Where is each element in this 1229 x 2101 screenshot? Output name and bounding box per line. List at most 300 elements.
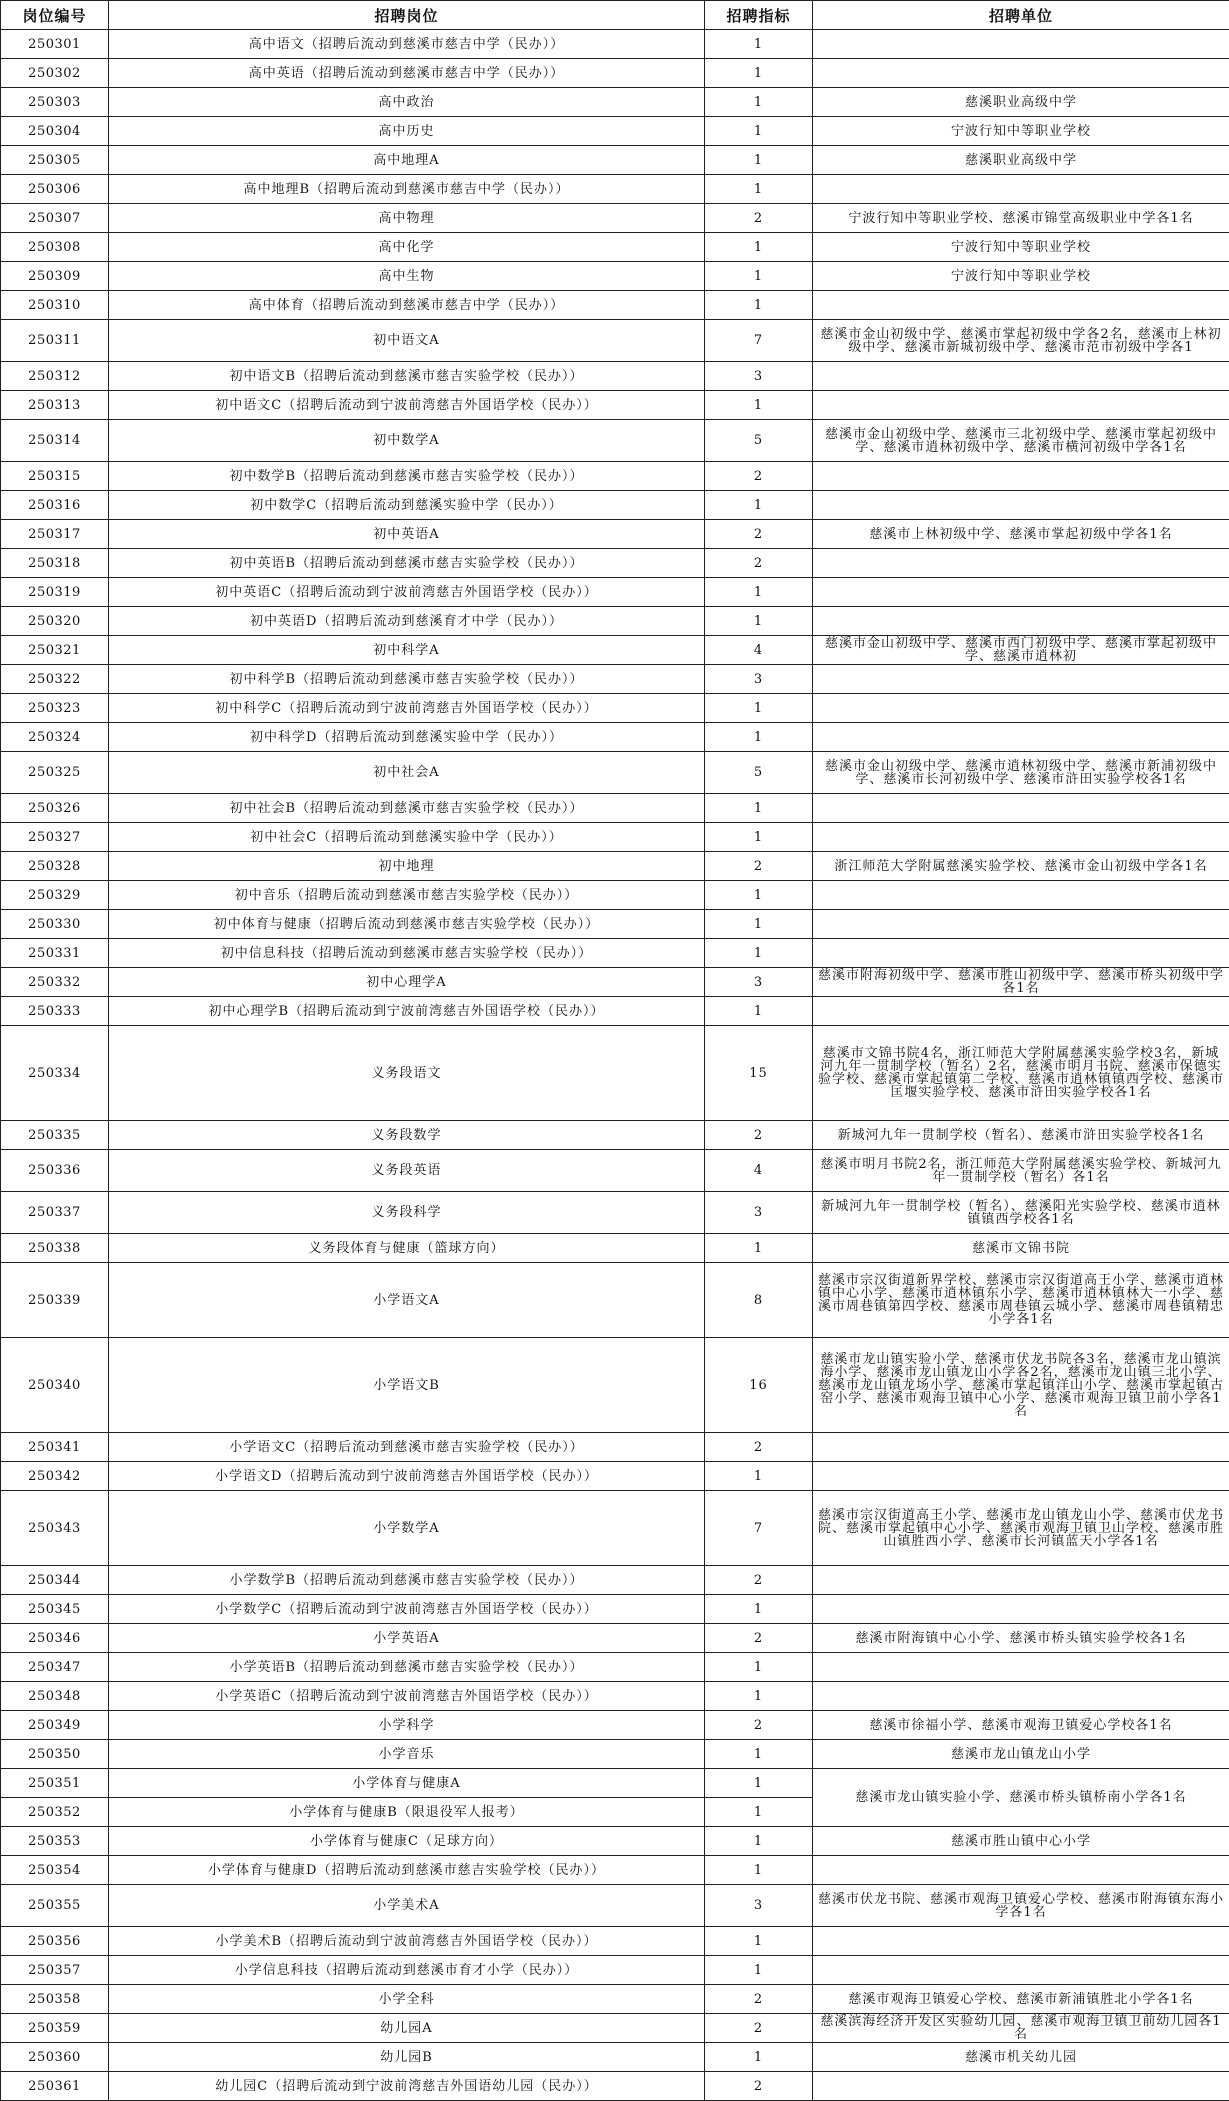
unit-cell <box>813 1433 1229 1462</box>
position-cell: 初中体育与健康（招聘后流动到慈溪市慈吉实验学校（民办）） <box>109 910 705 939</box>
quota-cell: 2 <box>705 1566 813 1595</box>
position-cell: 小学数学A <box>109 1491 705 1566</box>
table-row <box>1 1192 1229 1234</box>
position-code-cell: 250314 <box>1 420 109 462</box>
position-cell: 初中英语D（招聘后流动到慈溪育才中学（民办）） <box>109 607 705 636</box>
quota-cell: 1 <box>705 1462 813 1491</box>
unit-cell <box>813 1856 1229 1885</box>
position-code-cell: 250354 <box>1 1856 109 1885</box>
position-cell: 小学美术A <box>109 1885 705 1927</box>
position-cell: 高中政治 <box>109 88 705 117</box>
position-cell: 小学语文C（招聘后流动到慈溪市慈吉实验学校（民办）） <box>109 1433 705 1462</box>
position-cell: 初中科学D（招聘后流动到慈溪实验中学（民办）） <box>109 723 705 752</box>
position-code-cell: 250340 <box>1 1338 109 1433</box>
position-code-cell: 250313 <box>1 391 109 420</box>
position-code-cell: 250349 <box>1 1711 109 1740</box>
position-code-cell: 250327 <box>1 823 109 852</box>
position-cell: 初中英语B（招聘后流动到慈溪市慈吉实验学校（民办）） <box>109 549 705 578</box>
position-code-cell: 250339 <box>1 1263 109 1338</box>
unit-cell: 新城河九年一贯制学校（暂名）、慈溪阳光实验学校、慈溪市逍林镇镇西学校各1名 <box>813 1192 1229 1234</box>
header-unit: 招聘单位 <box>813 1 1229 30</box>
quota-cell: 1 <box>705 1856 813 1885</box>
quota-cell: 1 <box>705 2043 813 2072</box>
table-row <box>1 1927 1229 1956</box>
table-row <box>1 117 1229 146</box>
quota-cell: 1 <box>705 30 813 59</box>
table-row <box>1 520 1229 549</box>
unit-cell: 慈溪市观海卫镇爱心学校、慈溪市新浦镇胜北小学各1名 <box>813 1985 1229 2014</box>
table-row <box>1 59 1229 88</box>
table-row <box>1 1740 1229 1769</box>
position-cell: 小学音乐 <box>109 1740 705 1769</box>
position-cell: 幼儿园C（招聘后流动到宁波前湾慈吉外国语幼儿园（民办）） <box>109 2072 705 2101</box>
position-cell: 义务段英语 <box>109 1150 705 1192</box>
position-cell: 小学体育与健康A <box>109 1769 705 1798</box>
unit-cell: 慈溪滨海经济开发区实验幼儿园、慈溪市观海卫镇卫前幼儿园各1名 <box>813 2014 1229 2043</box>
position-code-cell: 250358 <box>1 1985 109 2014</box>
position-cell: 小学美术B（招聘后流动到宁波前湾慈吉外国语学校（民办）） <box>109 1927 705 1956</box>
position-cell: 高中体育（招聘后流动到慈溪市慈吉中学（民办）） <box>109 291 705 320</box>
table-row <box>1 146 1229 175</box>
position-cell: 小学体育与健康B（限退役军人报考） <box>109 1798 705 1827</box>
position-cell: 初中信息科技（招聘后流动到慈溪市慈吉实验学校（民办）） <box>109 939 705 968</box>
unit-cell <box>813 462 1229 491</box>
quota-cell: 2 <box>705 204 813 233</box>
table-row <box>1 2072 1229 2101</box>
position-code-cell: 250316 <box>1 491 109 520</box>
table-row <box>1 723 1229 752</box>
position-code-cell: 250304 <box>1 117 109 146</box>
position-cell: 幼儿园B <box>109 2043 705 2072</box>
table-row <box>1 1462 1229 1491</box>
unit-cell: 慈溪市胜山镇中心小学 <box>813 1827 1229 1856</box>
position-code-cell: 250343 <box>1 1491 109 1566</box>
position-cell: 高中历史 <box>109 117 705 146</box>
position-code-cell: 250320 <box>1 607 109 636</box>
position-code-cell: 250333 <box>1 997 109 1026</box>
quota-cell: 1 <box>705 491 813 520</box>
position-cell: 高中化学 <box>109 233 705 262</box>
unit-cell: 慈溪市附海初级中学、慈溪市胜山初级中学、慈溪市桥头初级中学各1名 <box>813 968 1229 997</box>
position-cell: 小学英语A <box>109 1624 705 1653</box>
position-code-cell: 250337 <box>1 1192 109 1234</box>
table-row <box>1 852 1229 881</box>
unit-cell <box>813 491 1229 520</box>
position-cell: 小学数学B（招聘后流动到慈溪市慈吉实验学校（民办）） <box>109 1566 705 1595</box>
position-cell: 高中英语（招聘后流动到慈溪市慈吉中学（民办）） <box>109 59 705 88</box>
unit-cell <box>813 1595 1229 1624</box>
position-cell: 高中地理A <box>109 146 705 175</box>
quota-cell: 2 <box>705 1433 813 1462</box>
unit-cell <box>813 794 1229 823</box>
position-cell: 小学数学C（招聘后流动到宁波前湾慈吉外国语学校（民办）） <box>109 1595 705 1624</box>
quota-cell: 1 <box>705 88 813 117</box>
quota-cell: 2 <box>705 852 813 881</box>
table-row <box>1 1653 1229 1682</box>
quota-cell: 3 <box>705 968 813 997</box>
unit-cell: 慈溪市宗汉街道新界学校、慈溪市宗汉街道高王小学、慈溪市逍林镇中心小学、慈溪市逍林镇东小学、慈溪市逍林镇林大一小学、慈溪市周巷镇第四学校、慈溪市周巷镇云城小学、慈溪市周巷镇精忠小学各1名 <box>813 1263 1229 1338</box>
quota-cell: 4 <box>705 636 813 665</box>
table-row <box>1 997 1229 1026</box>
table-row <box>1 910 1229 939</box>
position-cell: 高中物理 <box>109 204 705 233</box>
table-row <box>1 1491 1229 1566</box>
quota-cell: 1 <box>705 117 813 146</box>
table-row <box>1 2014 1229 2043</box>
position-cell: 初中社会C（招聘后流动到慈溪实验中学（民办）） <box>109 823 705 852</box>
position-code-cell: 250353 <box>1 1827 109 1856</box>
unit-cell <box>813 59 1229 88</box>
quota-cell: 1 <box>705 262 813 291</box>
header-position-code: 岗位编号 <box>1 1 109 30</box>
unit-cell <box>813 939 1229 968</box>
quota-cell: 3 <box>705 1885 813 1927</box>
quota-cell: 1 <box>705 1682 813 1711</box>
unit-cell: 浙江师范大学附属慈溪实验学校、慈溪市金山初级中学各1名 <box>813 852 1229 881</box>
quota-cell: 1 <box>705 1595 813 1624</box>
position-cell: 初中心理学B（招聘后流动到宁波前湾慈吉外国语学校（民办）） <box>109 997 705 1026</box>
table-row <box>1 391 1229 420</box>
table-row <box>1 881 1229 910</box>
table-row <box>1 794 1229 823</box>
quota-cell: 1 <box>705 1740 813 1769</box>
table-row <box>1 752 1229 794</box>
position-cell: 初中数学B（招聘后流动到慈溪市慈吉实验学校（民办）） <box>109 462 705 491</box>
table-row <box>1 1263 1229 1338</box>
table-row <box>1 1985 1229 2014</box>
unit-cell <box>813 665 1229 694</box>
unit-cell: 慈溪市徐福小学、慈溪市观海卫镇爱心学校各1名 <box>813 1711 1229 1740</box>
quota-cell: 1 <box>705 1798 813 1827</box>
header-row <box>1 1 1229 30</box>
quota-cell: 3 <box>705 362 813 391</box>
quota-cell: 2 <box>705 2014 813 2043</box>
table-row <box>1 2043 1229 2072</box>
quota-cell: 3 <box>705 1192 813 1234</box>
quota-cell: 1 <box>705 1653 813 1682</box>
unit-cell <box>813 2072 1229 2101</box>
unit-cell: 慈溪市龙山镇实验小学、慈溪市桥头镇桥南小学各1名 <box>813 1769 1229 1827</box>
position-code-cell: 250359 <box>1 2014 109 2043</box>
quota-cell: 7 <box>705 1491 813 1566</box>
unit-cell: 新城河九年一贯制学校（暂名）、慈溪市浒田实验学校各1名 <box>813 1121 1229 1150</box>
table-row <box>1 1682 1229 1711</box>
position-code-cell: 250305 <box>1 146 109 175</box>
table-row <box>1 262 1229 291</box>
quota-cell: 8 <box>705 1263 813 1338</box>
unit-cell: 宁波行知中等职业学校、慈溪市锦堂高级职业中学各1名 <box>813 204 1229 233</box>
table-row <box>1 491 1229 520</box>
position-code-cell: 250326 <box>1 794 109 823</box>
table-row <box>1 939 1229 968</box>
unit-cell: 慈溪市金山初级中学、慈溪市三北初级中学、慈溪市掌起初级中学、慈溪市逍林初级中学、慈溪市横河初级中学各1名 <box>813 420 1229 462</box>
position-code-cell: 250329 <box>1 881 109 910</box>
table-body <box>1 30 1229 2101</box>
position-cell: 小学全科 <box>109 1985 705 2014</box>
quota-cell: 1 <box>705 1827 813 1856</box>
unit-cell: 慈溪职业高级中学 <box>813 146 1229 175</box>
quota-cell: 1 <box>705 723 813 752</box>
table-row <box>1 1433 1229 1462</box>
position-code-cell: 250350 <box>1 1740 109 1769</box>
unit-cell <box>813 578 1229 607</box>
position-cell: 初中心理学A <box>109 968 705 997</box>
position-code-cell: 250323 <box>1 694 109 723</box>
position-cell: 义务段体育与健康（篮球方向） <box>109 1234 705 1263</box>
position-cell: 义务段数学 <box>109 1121 705 1150</box>
unit-cell <box>813 910 1229 939</box>
position-cell: 初中社会A <box>109 752 705 794</box>
position-cell: 初中语文C（招聘后流动到宁波前湾慈吉外国语学校（民办）） <box>109 391 705 420</box>
position-code-cell: 250361 <box>1 2072 109 2101</box>
table-row <box>1 694 1229 723</box>
position-cell: 初中数学C（招聘后流动到慈溪实验中学（民办）） <box>109 491 705 520</box>
position-cell: 初中语文B（招聘后流动到慈溪市慈吉实验学校（民办）） <box>109 362 705 391</box>
position-cell: 初中英语A <box>109 520 705 549</box>
position-cell: 小学语文B <box>109 1338 705 1433</box>
unit-cell <box>813 1566 1229 1595</box>
table-row <box>1 1956 1229 1985</box>
quota-cell: 1 <box>705 175 813 204</box>
quota-cell: 7 <box>705 320 813 362</box>
quota-cell: 2 <box>705 520 813 549</box>
position-code-cell: 250336 <box>1 1150 109 1192</box>
position-code-cell: 250335 <box>1 1121 109 1150</box>
position-code-cell: 250321 <box>1 636 109 665</box>
unit-cell <box>813 694 1229 723</box>
table-row <box>1 1827 1229 1856</box>
unit-cell <box>813 607 1229 636</box>
position-code-cell: 250331 <box>1 939 109 968</box>
table-row <box>1 462 1229 491</box>
unit-cell: 慈溪市文锦书院4名，浙江师范大学附属慈溪实验学校3名，新城河九年一贯制学校（暂名）2名，慈溪市明月书院、慈溪市保德实验学校、慈溪市掌起镇第二学校、慈溪市逍林镇镇西学校、慈溪市匡堰实验学校、慈溪市浒田实验学校各1名 <box>813 1026 1229 1121</box>
quota-cell: 1 <box>705 233 813 262</box>
quota-cell: 1 <box>705 910 813 939</box>
unit-cell: 宁波行知中等职业学校 <box>813 233 1229 262</box>
quota-cell: 4 <box>705 1150 813 1192</box>
position-code-cell: 250348 <box>1 1682 109 1711</box>
quota-cell: 1 <box>705 823 813 852</box>
position-code-cell: 250317 <box>1 520 109 549</box>
position-code-cell: 250338 <box>1 1234 109 1263</box>
position-cell: 小学信息科技（招聘后流动到慈溪市育才小学（民办）） <box>109 1956 705 1985</box>
position-code-cell: 250342 <box>1 1462 109 1491</box>
unit-cell: 慈溪市伏龙书院、慈溪市观海卫镇爱心学校、慈溪市附海镇东海小学各1名 <box>813 1885 1229 1927</box>
unit-cell <box>813 549 1229 578</box>
position-cell: 小学体育与健康C（足球方向） <box>109 1827 705 1856</box>
table-row <box>1 578 1229 607</box>
position-code-cell: 250310 <box>1 291 109 320</box>
table-row <box>1 204 1229 233</box>
quota-cell: 1 <box>705 578 813 607</box>
position-cell: 小学英语C（招聘后流动到宁波前湾慈吉外国语学校（民办）） <box>109 1682 705 1711</box>
quota-cell: 1 <box>705 146 813 175</box>
unit-cell: 慈溪市龙山镇龙山小学 <box>813 1740 1229 1769</box>
quota-cell: 1 <box>705 694 813 723</box>
position-cell: 义务段科学 <box>109 1192 705 1234</box>
unit-cell <box>813 362 1229 391</box>
unit-cell: 慈溪市龙山镇实验小学、慈溪市伏龙书院各3名，慈溪市龙山镇滨海小学、慈溪市龙山镇龙山小学各2名，慈溪市龙山镇三北小学、慈溪市龙山镇龙场小学、慈溪市掌起镇洋山小学、慈溪市掌起镇古窑小学、慈溪市观海卫镇中心小学、慈溪市观海卫镇卫前小学各1名 <box>813 1338 1229 1433</box>
position-code-cell: 250309 <box>1 262 109 291</box>
position-code-cell: 250301 <box>1 30 109 59</box>
table-row <box>1 320 1229 362</box>
position-code-cell: 250303 <box>1 88 109 117</box>
table-row <box>1 1769 1229 1798</box>
header-position: 招聘岗位 <box>109 1 705 30</box>
quota-cell: 1 <box>705 391 813 420</box>
table-row <box>1 607 1229 636</box>
table-row <box>1 1711 1229 1740</box>
unit-cell <box>813 881 1229 910</box>
quota-cell: 1 <box>705 59 813 88</box>
unit-cell <box>813 1653 1229 1682</box>
table-row <box>1 1121 1229 1150</box>
position-cell: 高中生物 <box>109 262 705 291</box>
quota-cell: 3 <box>705 665 813 694</box>
position-cell: 幼儿园A <box>109 2014 705 2043</box>
position-code-cell: 250324 <box>1 723 109 752</box>
table-row <box>1 665 1229 694</box>
position-cell: 小学语文A <box>109 1263 705 1338</box>
quota-cell: 1 <box>705 1769 813 1798</box>
quota-cell: 2 <box>705 1711 813 1740</box>
quota-cell: 2 <box>705 2072 813 2101</box>
position-code-cell: 250352 <box>1 1798 109 1827</box>
position-cell: 小学体育与健康D（招聘后流动到慈溪市慈吉实验学校（民办）） <box>109 1856 705 1885</box>
position-code-cell: 250319 <box>1 578 109 607</box>
position-code-cell: 250357 <box>1 1956 109 1985</box>
position-code-cell: 250356 <box>1 1927 109 1956</box>
table-row <box>1 636 1229 665</box>
unit-cell <box>813 1462 1229 1491</box>
unit-cell: 慈溪市文锦书院 <box>813 1234 1229 1263</box>
unit-cell <box>813 30 1229 59</box>
header-quota: 招聘指标 <box>705 1 813 30</box>
position-code-cell: 250322 <box>1 665 109 694</box>
quota-cell: 2 <box>705 1624 813 1653</box>
quota-cell: 5 <box>705 752 813 794</box>
table-row <box>1 1026 1229 1121</box>
unit-cell: 慈溪市上林初级中学、慈溪市掌起初级中学各1名 <box>813 520 1229 549</box>
position-cell: 初中语文A <box>109 320 705 362</box>
unit-cell: 慈溪市金山初级中学、慈溪市逍林初级中学、慈溪市新浦初级中学、慈溪市长河初级中学、慈溪市浒田实验学校各1名 <box>813 752 1229 794</box>
quota-cell: 15 <box>705 1026 813 1121</box>
unit-cell: 慈溪市明月书院2名，浙江师范大学附属慈溪实验学校、新城河九年一贯制学校（暂名）各1名 <box>813 1150 1229 1192</box>
position-code-cell: 250344 <box>1 1566 109 1595</box>
unit-cell <box>813 1927 1229 1956</box>
quota-cell: 5 <box>705 420 813 462</box>
unit-cell <box>813 391 1229 420</box>
quota-cell: 1 <box>705 291 813 320</box>
quota-cell: 2 <box>705 1121 813 1150</box>
unit-cell: 慈溪市金山初级中学、慈溪市掌起初级中学各2名，慈溪市上林初级中学、慈溪市新城初级中学、慈溪市范市初级中学各1 <box>813 320 1229 362</box>
position-code-cell: 250347 <box>1 1653 109 1682</box>
position-code-cell: 250315 <box>1 462 109 491</box>
quota-cell: 1 <box>705 1956 813 1985</box>
table-row <box>1 1624 1229 1653</box>
position-code-cell: 250306 <box>1 175 109 204</box>
quota-cell: 1 <box>705 1927 813 1956</box>
position-code-cell: 250312 <box>1 362 109 391</box>
unit-cell: 慈溪市宗汉街道高王小学、慈溪市龙山镇龙山小学、慈溪市伏龙书院、慈溪市掌起镇中心小学、慈溪市观海卫镇卫山学校、慈溪市胜山镇胜西小学、慈溪市长河镇蓝天小学各1名 <box>813 1491 1229 1566</box>
position-cell: 小学英语B（招聘后流动到慈溪市慈吉实验学校（民办）） <box>109 1653 705 1682</box>
position-code-cell: 250346 <box>1 1624 109 1653</box>
position-code-cell: 250330 <box>1 910 109 939</box>
table-row <box>1 420 1229 462</box>
quota-cell: 2 <box>705 462 813 491</box>
position-cell: 初中科学C（招聘后流动到宁波前湾慈吉外国语学校（民办）） <box>109 694 705 723</box>
table-row <box>1 968 1229 997</box>
position-cell: 初中科学B（招聘后流动到慈溪市慈吉实验学校（民办）） <box>109 665 705 694</box>
table-row <box>1 549 1229 578</box>
position-cell: 小学语文D（招聘后流动到宁波前湾慈吉外国语学校（民办）） <box>109 1462 705 1491</box>
table-row <box>1 1566 1229 1595</box>
position-code-cell: 250334 <box>1 1026 109 1121</box>
position-cell: 小学科学 <box>109 1711 705 1740</box>
position-code-cell: 250332 <box>1 968 109 997</box>
position-code-cell: 250318 <box>1 549 109 578</box>
unit-cell: 宁波行知中等职业学校 <box>813 117 1229 146</box>
table-row <box>1 823 1229 852</box>
quota-cell: 1 <box>705 939 813 968</box>
position-code-cell: 250341 <box>1 1433 109 1462</box>
quota-cell: 1 <box>705 881 813 910</box>
unit-cell <box>813 175 1229 204</box>
position-cell: 高中地理B（招聘后流动到慈溪市慈吉中学（民办）） <box>109 175 705 204</box>
position-code-cell: 250360 <box>1 2043 109 2072</box>
unit-cell: 慈溪市金山初级中学、慈溪市西门初级中学、慈溪市掌起初级中学、慈溪市逍林初 <box>813 636 1229 665</box>
unit-cell: 慈溪职业高级中学 <box>813 88 1229 117</box>
position-code-cell: 250328 <box>1 852 109 881</box>
table-row <box>1 233 1229 262</box>
position-cell: 初中英语C（招聘后流动到宁波前湾慈吉外国语学校（民办）） <box>109 578 705 607</box>
unit-cell: 宁波行知中等职业学校 <box>813 262 1229 291</box>
position-cell: 初中科学A <box>109 636 705 665</box>
table-row <box>1 88 1229 117</box>
table-row <box>1 1338 1229 1433</box>
position-cell: 初中数学A <box>109 420 705 462</box>
table-row <box>1 1885 1229 1927</box>
table-row <box>1 1234 1229 1263</box>
position-cell: 高中语文（招聘后流动到慈溪市慈吉中学（民办）） <box>109 30 705 59</box>
position-cell: 初中社会B（招聘后流动到慈溪市慈吉实验学校（民办）） <box>109 794 705 823</box>
unit-cell <box>813 823 1229 852</box>
unit-cell <box>813 291 1229 320</box>
position-cell: 初中音乐（招聘后流动到慈溪市慈吉实验学校（民办）） <box>109 881 705 910</box>
position-cell: 初中地理 <box>109 852 705 881</box>
position-cell: 义务段语文 <box>109 1026 705 1121</box>
table-row <box>1 1150 1229 1192</box>
unit-cell <box>813 1682 1229 1711</box>
table-row <box>1 30 1229 59</box>
quota-cell: 1 <box>705 997 813 1026</box>
quota-cell: 1 <box>705 1234 813 1263</box>
unit-cell <box>813 997 1229 1026</box>
table-row <box>1 175 1229 204</box>
unit-cell <box>813 1956 1229 1985</box>
position-code-cell: 250302 <box>1 59 109 88</box>
table-row <box>1 1595 1229 1624</box>
quota-cell: 1 <box>705 794 813 823</box>
quota-cell: 2 <box>705 1985 813 2014</box>
quota-cell: 2 <box>705 549 813 578</box>
quota-cell: 1 <box>705 607 813 636</box>
position-code-cell: 250351 <box>1 1769 109 1798</box>
position-code-cell: 250308 <box>1 233 109 262</box>
unit-cell: 慈溪市附海镇中心小学、慈溪市桥头镇实验学校各1名 <box>813 1624 1229 1653</box>
table-row <box>1 291 1229 320</box>
unit-cell: 慈溪市机关幼儿园 <box>813 2043 1229 2072</box>
